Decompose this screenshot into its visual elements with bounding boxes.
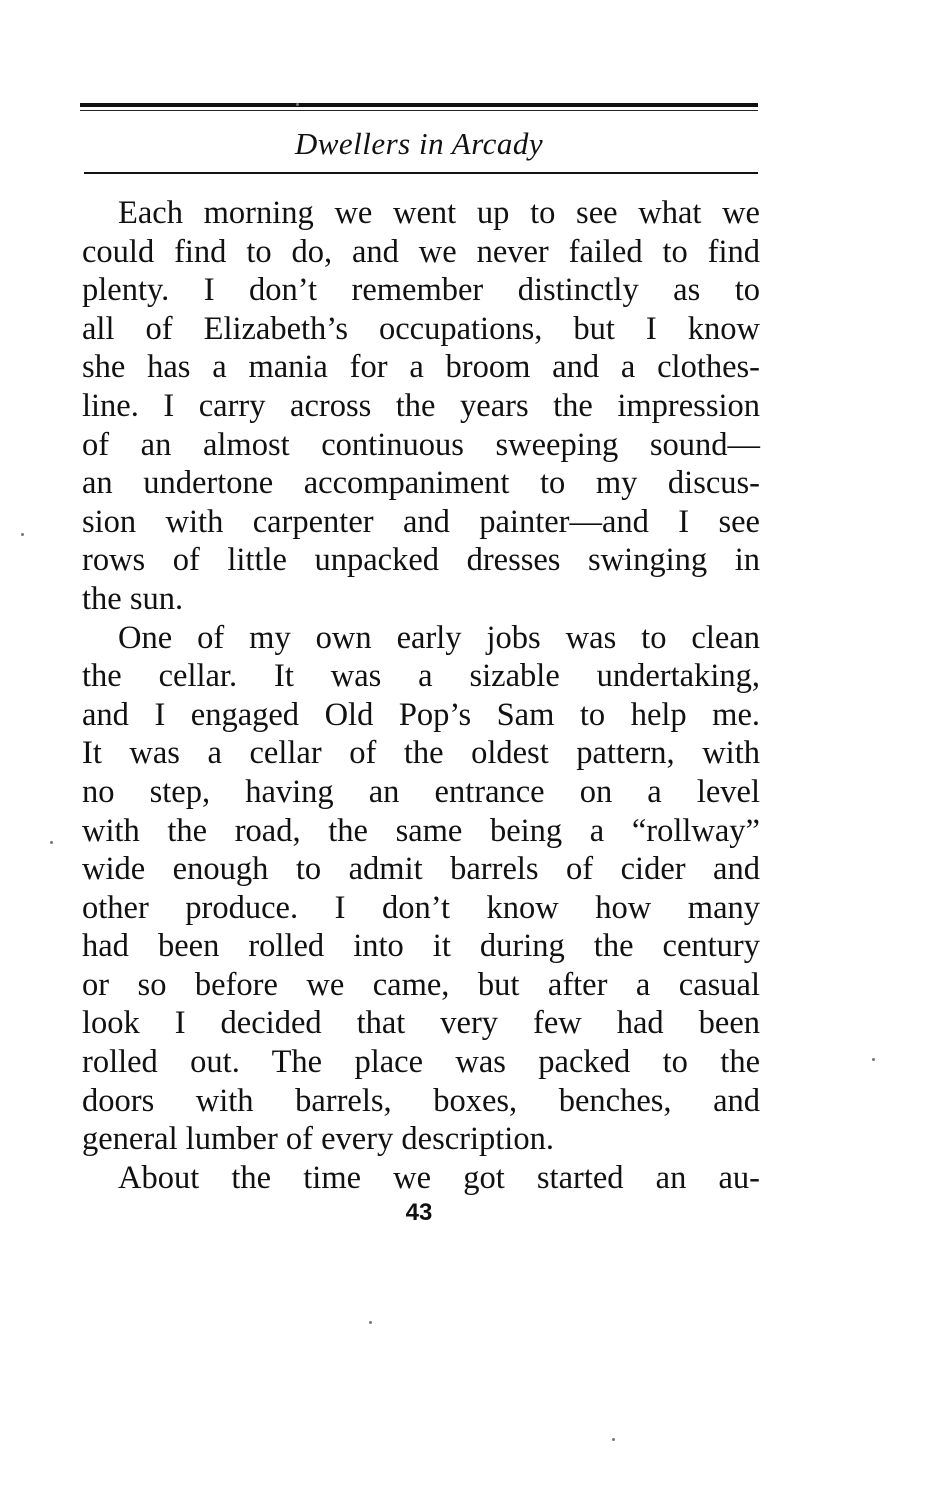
scan-speck <box>872 1058 875 1061</box>
text-line: an undertone accompaniment to my discus- <box>82 465 760 502</box>
text-line: of an almost continuous sweeping sound— <box>82 426 760 463</box>
text-line: plenty. I don’t remember distinctly as to <box>82 272 760 309</box>
page-number: 43 <box>405 1199 433 1226</box>
body-text <box>82 194 760 1197</box>
text-line: the cellar. It was a sizable undertaking, <box>82 658 760 695</box>
scan-speck <box>296 103 299 106</box>
text-line: had been rolled into it during the century <box>82 928 760 965</box>
text-line: About the time we got started an au- <box>118 1159 760 1196</box>
text-line: no step, having an entrance on a level <box>82 773 760 810</box>
scan-speck <box>50 841 53 844</box>
text-line: could find to do, and we never failed to find <box>82 233 760 270</box>
text-line: or so before we came, but after a casual <box>82 966 760 1003</box>
text-line: It was a cellar of the oldest pattern, with <box>82 735 760 772</box>
text-line: and I engaged Old Pop’s Sam to help me. <box>82 696 760 733</box>
header-rule-thick <box>80 103 758 107</box>
header-rule-under <box>84 172 758 174</box>
text-line: look I decided that very few had been <box>82 1005 760 1042</box>
header-rule-thin <box>80 110 758 111</box>
text-line: other produce. I don’t know how many <box>82 889 760 926</box>
running-head: Dwellers in Arcady <box>294 126 544 161</box>
text-line: sion with carpenter and painter—and I see <box>82 503 760 540</box>
text-line: One of my own early jobs was to clean <box>118 619 760 656</box>
text-line: with the road, the same being a “rollway” <box>82 812 760 849</box>
scan-speck <box>612 1438 615 1441</box>
text-line: doors with barrels, boxes, benches, and <box>82 1082 760 1119</box>
text-line: she has a mania for a broom and a clothes- <box>82 349 760 386</box>
text-line: general lumber of every description. <box>82 1121 554 1158</box>
text-line: all of Elizabeth’s occupations, but I know <box>82 310 760 347</box>
text-line: wide enough to admit barrels of cider and <box>82 851 760 888</box>
text-line: rolled out. The place was packed to the <box>82 1044 760 1081</box>
text-line: line. I carry across the years the impression <box>82 387 760 424</box>
scan-speck <box>369 1321 372 1324</box>
text-line: Each morning we went up to see what we <box>118 195 760 231</box>
scan-speck <box>21 533 24 536</box>
text-line: the sun. <box>82 580 184 617</box>
text-line: rows of little unpacked dresses swinging in <box>82 542 760 579</box>
